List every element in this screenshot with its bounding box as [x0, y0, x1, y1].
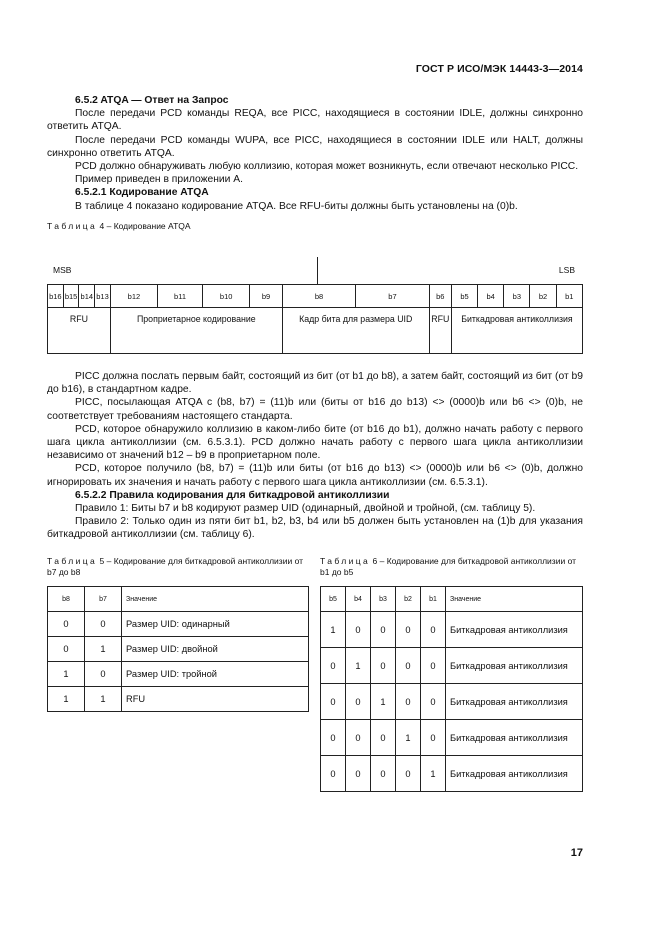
cell: Биткадровая антиколлизия	[446, 684, 583, 720]
section-heading-6-5-2: 6.5.2 ATQA — Ответ на Запрос	[75, 95, 229, 106]
cell: 0	[396, 648, 421, 684]
header-cell: b7	[85, 587, 122, 612]
table-header-row	[321, 587, 583, 612]
header-cell: b4	[346, 587, 371, 612]
table-row	[321, 648, 583, 684]
cell: 0	[48, 612, 85, 637]
cell: 0	[396, 756, 421, 792]
paragraph: В таблице 4 показано кодирование ATQA. Все RFU-биты должны быть установлены на (0)b.	[75, 200, 518, 212]
paragraph: Правило 2: Только один из пяти бит b1, b2, b3, b4 или b5 должен быть установлен на (1)b для указания биткадровой антиколлизии (см. таблицу 6).	[47, 516, 583, 541]
table-4-atqa-coding	[47, 257, 583, 354]
paragraph: Правило 1: Биты b7 и b8 кодируют размер UID (одинарный, двойной и тройной, (см. таблицу 5).	[75, 503, 536, 515]
bit-cell: b5	[451, 285, 477, 308]
header-cell: Значение	[446, 587, 583, 612]
cell: Размер UID: тройной	[122, 662, 309, 687]
cell: 0	[321, 648, 346, 684]
cell: 1	[48, 687, 85, 712]
bit-cell: b16	[48, 285, 64, 308]
bit-cell: b9	[250, 285, 283, 308]
cell: Биткадровая антиколлизия	[446, 648, 583, 684]
section-heading-6-5-2-2: 6.5.2.2 Правила кодирования для биткадровой антиколлизии	[75, 489, 390, 501]
paragraph: PICC, посылающая ATQA с (b8, b7) = (11)b или (биты от b16 до b13) <> (0000)b или b6 <> (0)b, не соответствует требованиям настоящего стандарта.	[47, 397, 583, 422]
header-cell: b5	[321, 587, 346, 612]
cell: 0	[421, 720, 446, 756]
cell: 0	[396, 612, 421, 648]
table-5	[47, 586, 309, 712]
cell: 0	[346, 612, 371, 648]
cell: Размер UID: двойной	[122, 637, 309, 662]
msb-lsb-row	[47, 257, 583, 284]
bit-cell: b8	[282, 285, 355, 308]
byte-divider	[317, 257, 318, 284]
field-proprietary: Проприетарное кодирование	[110, 308, 282, 354]
cell: 1	[371, 684, 396, 720]
cell: 1	[321, 612, 346, 648]
bit-cell: b6	[429, 285, 451, 308]
standard-header: ГОСТ Р ИСО/МЭК 14443-3—2014	[415, 63, 583, 75]
cell: 0	[321, 720, 346, 756]
cell: 0	[346, 720, 371, 756]
table5-caption: Таблица 5 – Кодирование для биткадровой антиколлизии от b7 до b8	[47, 556, 303, 577]
section-heading-6-5-2-1: 6.5.2.1 Кодирование ATQA	[75, 187, 209, 199]
cell: 1	[85, 637, 122, 662]
msb-label: MSB	[53, 265, 72, 275]
cell: 0	[371, 720, 396, 756]
cell: 0	[421, 684, 446, 720]
bit-cell: b14	[79, 285, 95, 308]
cell: 0	[321, 684, 346, 720]
cell: 0	[396, 684, 421, 720]
paragraph: PICC должна послать первым байт, состоящий из бит (от b1 до b8), а затем байт, состоящий из бит (от b9 до b16), в стандартном кадре.	[47, 371, 583, 396]
cell: 0	[371, 756, 396, 792]
page-number: 17	[570, 847, 583, 859]
bit-cell: b11	[157, 285, 202, 308]
cell: 0	[85, 662, 122, 687]
paragraph: После передачи PCD команды REQA, все PICC, находящиеся в состоянии IDLE, должны синхронно ответить ATQA.	[47, 108, 583, 133]
bit-cell: b13	[95, 285, 111, 308]
cell: Биткадровая антиколлизия	[446, 612, 583, 648]
bit-cell: b10	[203, 285, 250, 308]
cell: Биткадровая антиколлизия	[446, 720, 583, 756]
cell: 1	[396, 720, 421, 756]
bit-cell: b7	[356, 285, 429, 308]
bit-number-row	[48, 285, 583, 308]
bit-cell: b4	[478, 285, 504, 308]
cell: 1	[421, 756, 446, 792]
table-row	[48, 687, 309, 712]
cell: 0	[371, 648, 396, 684]
table-6-container	[320, 556, 583, 792]
table-6	[320, 586, 583, 792]
bit-cell: b12	[110, 285, 157, 308]
field-bitframe-anticollision: Биткадровая антиколлизия	[451, 308, 582, 354]
body-text-2	[47, 370, 583, 542]
bit-cell: b2	[530, 285, 556, 308]
table-row	[321, 720, 583, 756]
cell: 0	[321, 756, 346, 792]
paragraph: PCD должно обнаруживать любую коллизию, которая может возникнуть, если отвечают несколько PICC.	[75, 161, 579, 173]
field-uid-size: Кадр бита для размера UID	[282, 308, 429, 354]
table-row	[48, 637, 309, 662]
body-text	[47, 94, 583, 232]
cell: 1	[85, 687, 122, 712]
cell: 0	[421, 612, 446, 648]
table-header-row	[48, 587, 309, 612]
field-row	[48, 308, 583, 354]
paragraph: PCD, которое получило (b8, b7) = (11)b или биты (от b16 до b13) <> (0000)b или b6 <> (0)b, должно игнорировать их значения и начать работу с первого шага цикла антиколлизии (см. 6.5.3.1).	[47, 463, 583, 488]
table-row	[321, 684, 583, 720]
table-row	[48, 612, 309, 637]
table6-caption: Таблица 6 – Кодирование для биткадровой антиколлизии от b1 до b5	[320, 556, 576, 577]
bit-cell: b3	[504, 285, 530, 308]
lsb-label: LSB	[558, 265, 575, 275]
paragraph: PCD, которое обнаружило коллизию в каком-либо бите (от b16 до b1), должно начать работу с первого шага цикла антиколлизии (см. 6.5.3.1). PCD должно начать работу с первого шага цикла антиколлизии независимо от значений b12 – b9 в проприетарном поле.	[47, 423, 583, 462]
cell: 1	[48, 662, 85, 687]
field-rfu-b6: RFU	[429, 308, 451, 354]
header-cell: b1	[421, 587, 446, 612]
paragraph: После передачи PCD команды WUPA, все PICC, находящиеся в состоянии IDLE или HALT, должны синхронно ответить ATQA.	[47, 134, 583, 159]
cell: 0	[85, 612, 122, 637]
cell: 1	[346, 648, 371, 684]
cell: Биткадровая антиколлизия	[446, 756, 583, 792]
header-cell: b3	[371, 587, 396, 612]
cell: RFU	[122, 687, 309, 712]
table-row	[321, 612, 583, 648]
bit-cell: b15	[63, 285, 79, 308]
cell: 0	[421, 648, 446, 684]
bit-cell: b1	[556, 285, 582, 308]
header-cell: b8	[48, 587, 85, 612]
cell: 0	[346, 756, 371, 792]
cell: Размер UID: одинарный	[122, 612, 309, 637]
header-cell: Значение	[122, 587, 309, 612]
table4-caption: Таблица 4 – Кодирование ATQA	[47, 220, 191, 231]
table-row	[321, 756, 583, 792]
field-rfu-high: RFU	[48, 308, 111, 354]
cell: 0	[371, 612, 396, 648]
cell: 0	[48, 637, 85, 662]
paragraph: Пример приведен в приложении А.	[75, 174, 243, 186]
table-row	[48, 662, 309, 687]
table-5-container	[47, 556, 309, 712]
header-cell: b2	[396, 587, 421, 612]
cell: 0	[346, 684, 371, 720]
